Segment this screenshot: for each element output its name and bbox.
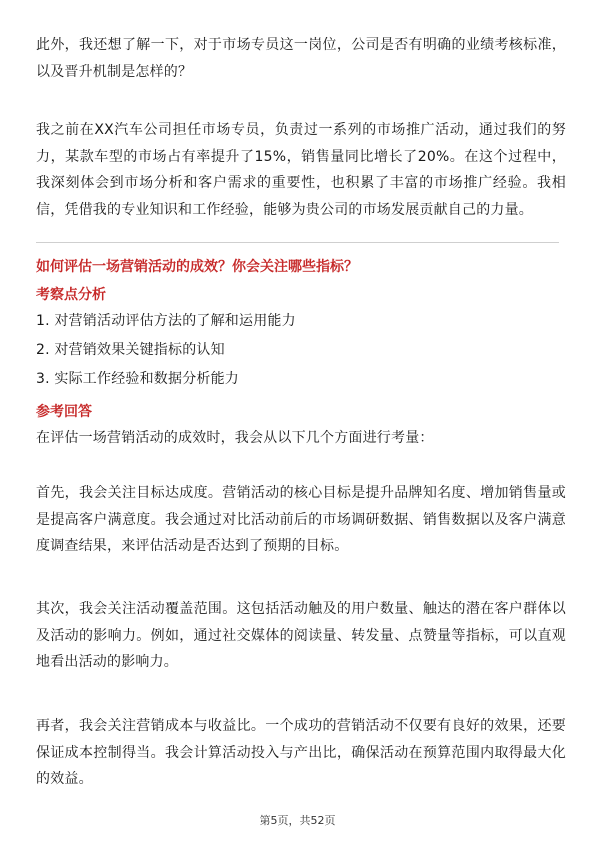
section-divider bbox=[36, 242, 559, 243]
analysis-points-list bbox=[36, 307, 296, 394]
intro-question-paragraph: 此外，我还想了解一下，对于市场专员这一岗位，公司是否有明确的业绩考核标准，以及晋升机制是怎样的？ bbox=[36, 37, 566, 80]
answer-paragraph-target: 首先，我会关注目标达成度。营销活动的核心目标是提升品牌知名度、增加销售量或是提高客户满意度。我会通过对比活动前后的市场调研数据、销售数据以及客户满意度调查结果，来评估活动是否达到了预期的目标。 bbox=[36, 485, 566, 554]
answer-paragraph-coverage: 其次，我会关注活动覆盖范围。这包括活动触及的用户数量、触达的潜在客户群体以及活动的影响力。例如，通过社交媒体的阅读量、转发量、点赞量等指标，可以直观地看出活动的影响力。 bbox=[36, 601, 566, 670]
answer-paragraph-cost: 再者，我会关注营销成本与收益比。一个成功的营销活动不仅要有良好的效果，还要保证成本控制得当。我会计算活动投入与产出比，确保活动在预算范围内取得最大化的效益。 bbox=[36, 718, 566, 787]
analysis-point: 1. 对营销活动评估方法的了解和运用能力 bbox=[36, 313, 296, 329]
answer-intro-paragraph: 在评估一场营销活动的成效时，我会从以下几个方面进行考量： bbox=[36, 430, 434, 446]
analysis-heading: 考察点分析 bbox=[36, 287, 106, 303]
interview-question: 如何评估一场营销活动的成效？你会关注哪些指标？ bbox=[36, 259, 358, 275]
analysis-point: 3. 实际工作经验和数据分析能力 bbox=[36, 371, 240, 387]
experience-paragraph: 我之前在XX汽车公司担任市场专员，负责过一系列的市场推广活动，通过我们的努力，某款车型的市场占有率提升了15%，销售量同比增长了20%。在这个过程中，我深刻体会到市场分析和客户需求的重要性，也积累了丰富的市场推广经验。我相信，凭借我的专业知识和工作经验，能够为贵公司的市场发展贡献自己的力量。 bbox=[36, 122, 566, 218]
answer-heading: 参考回答 bbox=[36, 404, 92, 420]
analysis-point: 2. 对营销效果关键指标的认知 bbox=[36, 342, 225, 358]
page-number: 第5页，共52页 bbox=[259, 814, 336, 827]
